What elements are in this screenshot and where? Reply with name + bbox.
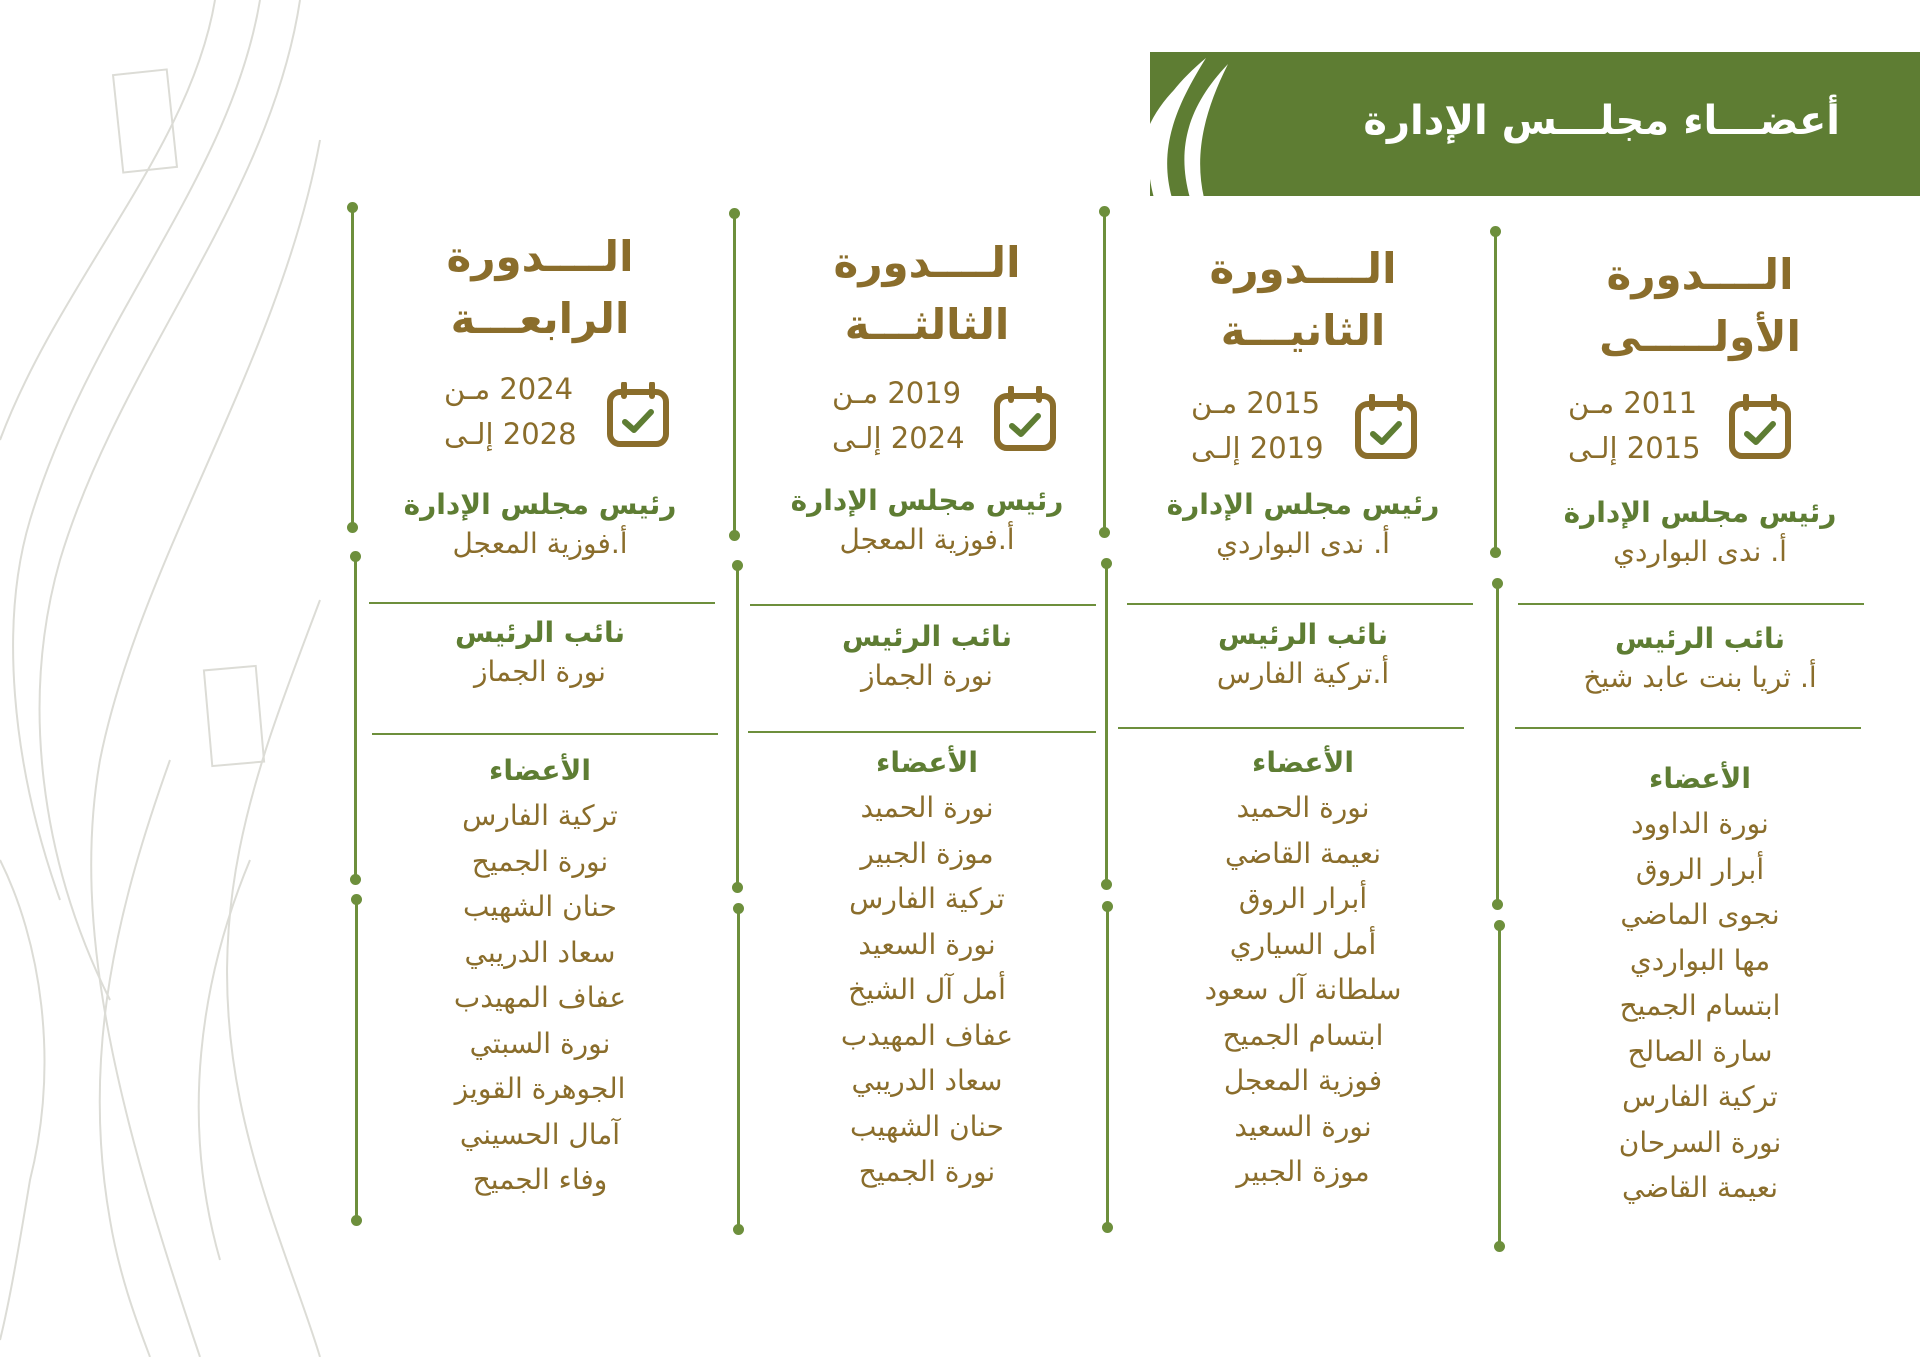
member-name: أمل آل الشيخ [848, 973, 1006, 1006]
separator-line [1518, 603, 1864, 605]
calendar-check-icon [1352, 394, 1420, 462]
vice-label: نائب الرئيس [455, 616, 625, 649]
member-name: سارة الصالح [1627, 1034, 1773, 1068]
term-title-line1: الــــدورة [1209, 244, 1397, 293]
chair-name: أ.فوزية المعجل [452, 527, 628, 560]
chair-name: أ. ندى البواردي [1216, 527, 1390, 560]
member-name: نورة السرحان [1618, 1125, 1782, 1159]
member-name: نعيمة القاضي [1622, 1171, 1778, 1204]
separator-line [1118, 727, 1464, 729]
member-name: عفاف المهيدب [840, 1018, 1014, 1052]
to-year: 2015 [1626, 431, 1701, 465]
separator-line [1515, 727, 1861, 729]
separator-line [1127, 603, 1473, 605]
vice-name: أ.تركية الفارس [1216, 657, 1390, 690]
member-name: نورة الحميد [1236, 791, 1370, 824]
term-column [1530, 244, 1870, 368]
member-name: مها البواردي [1629, 943, 1771, 977]
member-name: موزة الجبير [860, 836, 994, 870]
member-name: تركية الفارس [849, 882, 1005, 915]
members-label: الأعضاء [489, 754, 591, 787]
to-label: إلـى [832, 421, 882, 455]
from-label: مـن [1191, 386, 1238, 420]
term-title-line2: الثانيـــة [1220, 306, 1386, 355]
from-label: مـن [832, 376, 879, 410]
chair-label: رئيس مجلس الإدارة [1563, 496, 1837, 529]
member-name: آمال الحسيني [459, 1117, 621, 1151]
member-name: نورة الحميد [860, 791, 994, 824]
from-year: 2011 [1623, 386, 1698, 420]
member-name: نورة السعيد [1234, 1109, 1372, 1143]
page-title: أعضـــاء مجلـــس الإدارة [1363, 98, 1840, 144]
term-title-line2: الثالثـــة [844, 300, 1010, 349]
separator-line [369, 602, 715, 604]
vice-name: نورة الجماز [861, 659, 993, 692]
from-year: 2019 [887, 376, 962, 410]
member-name: ابتسام الجميح [1619, 989, 1781, 1022]
chair-name: أ. ندى البواردي [1613, 535, 1787, 568]
member-name: موزة الجبير [1236, 1155, 1370, 1188]
separator-line [748, 731, 1096, 733]
vice-name: نورة الجماز [474, 655, 606, 688]
separator-line [750, 604, 1096, 606]
member-name: نورة السبتي [469, 1026, 611, 1060]
calendar-check-icon [1726, 394, 1794, 462]
member-name: سعاد الدريبي [851, 1064, 1003, 1097]
calendar-check-icon [991, 386, 1059, 454]
to-label: إلـى [444, 417, 494, 451]
term-column [757, 232, 1097, 356]
to-label: إلـى [1568, 431, 1618, 465]
term-column [1133, 238, 1473, 362]
vice-label: نائب الرئيس [1615, 622, 1785, 655]
leaf-swoosh-icon [1128, 58, 1238, 198]
from-year: 2024 [499, 372, 574, 406]
members-label: الأعضاء [876, 746, 978, 779]
member-name: نورة الداوود [1631, 807, 1769, 840]
member-name: نورة الجميح [858, 1155, 996, 1188]
from-label: مـن [1568, 386, 1615, 420]
term-column [370, 226, 710, 350]
chair-label: رئيس مجلس الإدارة [1166, 488, 1440, 521]
decorative-swirls [0, 0, 340, 1357]
from-year: 2015 [1246, 386, 1321, 420]
member-name: نورة الجميح [471, 844, 609, 878]
member-name: نعيمة القاضي [1225, 836, 1381, 870]
separator-line [372, 733, 718, 735]
member-name: سعاد الدريبي [464, 935, 616, 969]
member-name: سلطانة آل سعود [1204, 973, 1402, 1006]
member-name: عفاف المهيدب [453, 981, 627, 1014]
member-name: أبرار الروق [1238, 882, 1368, 915]
vice-label: نائب الرئيس [1218, 618, 1388, 651]
member-name: أمل السياري [1229, 927, 1377, 961]
member-name: حنان الشهيب [463, 890, 617, 923]
member-name: فوزية المعجل [1223, 1064, 1383, 1097]
calendar-check-icon [604, 382, 672, 450]
term-title-line1: الــــدورة [1606, 250, 1794, 299]
member-name: حنان الشهيب [850, 1109, 1004, 1143]
chair-name: أ.فوزية المعجل [839, 523, 1015, 556]
to-label: إلـى [1191, 431, 1241, 465]
member-name: وفاء الجميح [472, 1163, 608, 1196]
from-label: مـن [444, 372, 491, 406]
term-title-line2: الرابعـــة [450, 294, 630, 343]
member-name: تركية الفارس [1622, 1080, 1778, 1113]
member-name: نجوى الماضي [1620, 898, 1780, 931]
to-year: 2019 [1249, 431, 1324, 465]
chair-label: رئيس مجلس الإدارة [790, 484, 1064, 517]
to-year: 2028 [502, 417, 577, 451]
term-title-line1: الــــدورة [446, 232, 634, 281]
vice-name: أ. ثريا بنت عابد شيخ [1583, 661, 1817, 694]
member-name: أبرار الروق [1635, 852, 1765, 886]
term-title-line2: الأولـــــى [1599, 312, 1801, 361]
member-name: ابتسام الجميح [1222, 1018, 1384, 1052]
to-year: 2024 [890, 421, 965, 455]
member-name: الجوهرة القويز [454, 1072, 626, 1105]
member-name: نورة السعيد [858, 927, 996, 961]
members-label: الأعضاء [1252, 746, 1354, 779]
term-title-line1: الــــدورة [833, 238, 1021, 287]
members-label: الأعضاء [1649, 762, 1751, 795]
vice-label: نائب الرئيس [842, 620, 1012, 653]
chair-label: رئيس مجلس الإدارة [403, 488, 677, 521]
member-name: تركية الفارس [462, 799, 618, 832]
